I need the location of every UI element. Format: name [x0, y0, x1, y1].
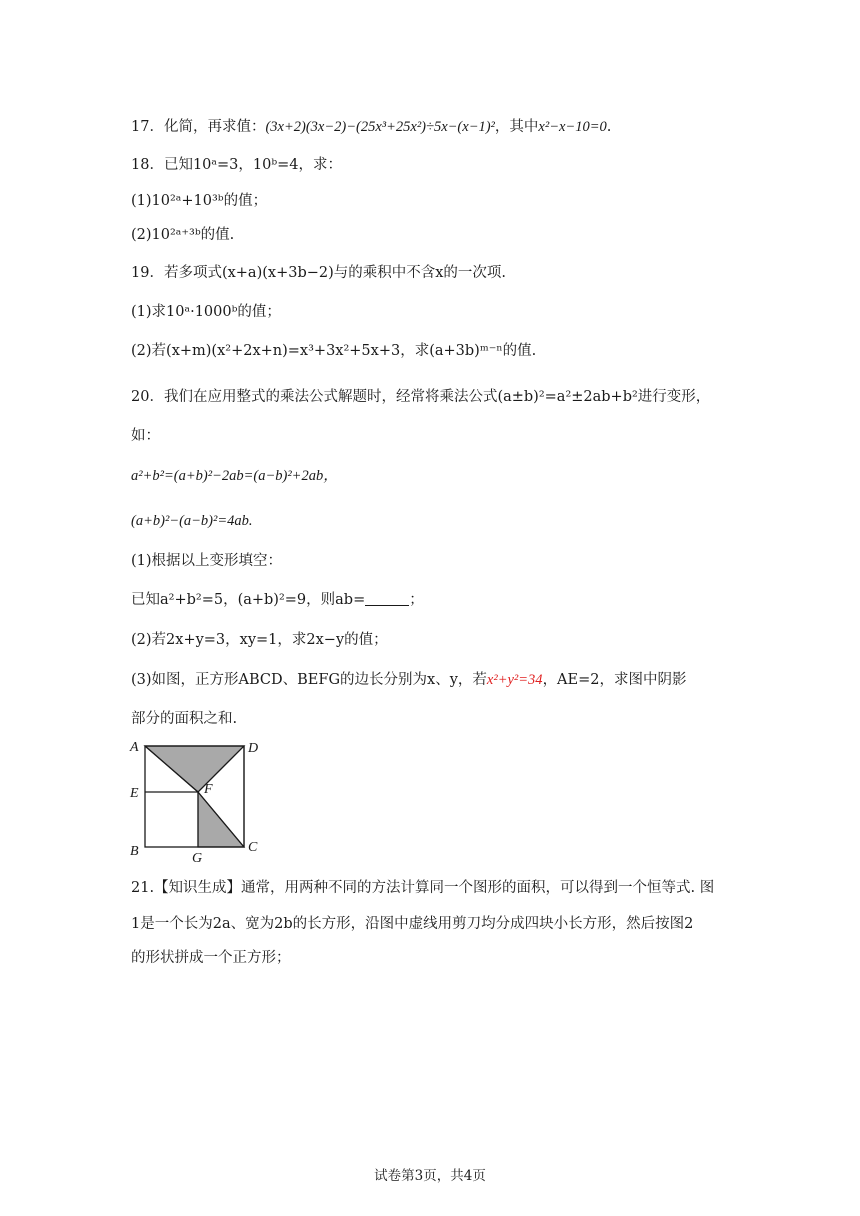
q18-part2: (2)10²ᵃ⁺³ᵇ的值. — [131, 227, 235, 243]
q19-part2: (2)若(x+m)(x²+2x+n)=x³+3x²+5x+3，求(a+3b)ᵐ⁻ⁿ的值. — [131, 343, 537, 359]
label-a: A — [130, 740, 139, 755]
q21-line1: 21.【知识生成】通常，用两种不同的方法计算同一个图形的面积，可以得到一个恒等式. 图 — [131, 880, 715, 896]
q17-expression: (3x+2)(3x−2)−(25x³+25x²)÷5x−(x−1)² — [265, 119, 495, 135]
answer-blank — [365, 592, 409, 606]
q20-part1-end: ； — [409, 592, 424, 608]
q20-part1: (1)根据以上变形填空： — [131, 553, 283, 569]
q21-line3: 的形状拼成一个正方形； — [131, 950, 291, 966]
q20-part1-fill — [131, 590, 424, 610]
q20-eq1: a²+b²=(a+b)²−2ab=(a−b)²+2ab， — [131, 468, 338, 484]
label-g: G — [192, 851, 203, 866]
q17-text: 化简，再求值： — [163, 119, 266, 135]
shaded-triangle-top — [145, 746, 244, 792]
label-e: E — [130, 786, 139, 801]
q17-number: 17． — [131, 119, 164, 135]
q20-part2: (2)若2x+y=3，xy=1，求2x−y的值； — [131, 632, 388, 648]
label-c: C — [248, 840, 258, 855]
q20-stem-2: 如： — [131, 428, 160, 444]
q19-part1: (1)求10ᵃ·1000ᵇ的值； — [131, 304, 281, 320]
q19-stem: 19．若多项式(x+a)(x+3b−2)与的乘积中不含x的一次项. — [131, 265, 507, 281]
q20-part1-fill-text: 已知a²+b²=5，(a+b)²=9，则ab= — [131, 592, 366, 608]
label-b: B — [130, 844, 139, 859]
q20-part3-a: (3)如图，正方形ABCD、BEFG的边长分别为x、y，若 — [131, 672, 487, 688]
q17-condition: x²−x−10=0 — [538, 119, 607, 135]
q17-end: . — [606, 119, 612, 135]
square-figure — [128, 738, 268, 866]
q17-mid: ，其中 — [494, 119, 539, 135]
label-d: D — [248, 741, 259, 756]
q20-stem: 20．我们在应用整式的乘法公式解题时，经常将乘法公式(a±b)²=a²±2ab+b²进行变形， — [131, 389, 711, 405]
q21-line2: 1是一个长为2a、宽为2b的长方形，沿图中虚线用剪刀均分成四块小长方形，然后按图2 — [131, 916, 694, 932]
q18-stem: 18．已知10ᵃ=3，10ᵇ=4，求： — [131, 157, 342, 173]
q20-part3-red-condition: x²+y²=34 — [486, 672, 543, 688]
label-f: F — [204, 782, 213, 797]
q18-part1: (1)10²ᵃ+10³ᵇ的值； — [131, 193, 268, 209]
q20-part3-b: ，AE=2，求图中阴影 — [542, 672, 687, 688]
q17-line — [131, 117, 611, 137]
q20-part3 — [131, 670, 687, 690]
q20-part3-cont: 部分的面积之和. — [131, 711, 238, 727]
q20-eq2: (a+b)²−(a−b)²=4ab. — [131, 513, 253, 529]
page-footer: 试卷第3页，共4页 — [374, 1168, 486, 1184]
